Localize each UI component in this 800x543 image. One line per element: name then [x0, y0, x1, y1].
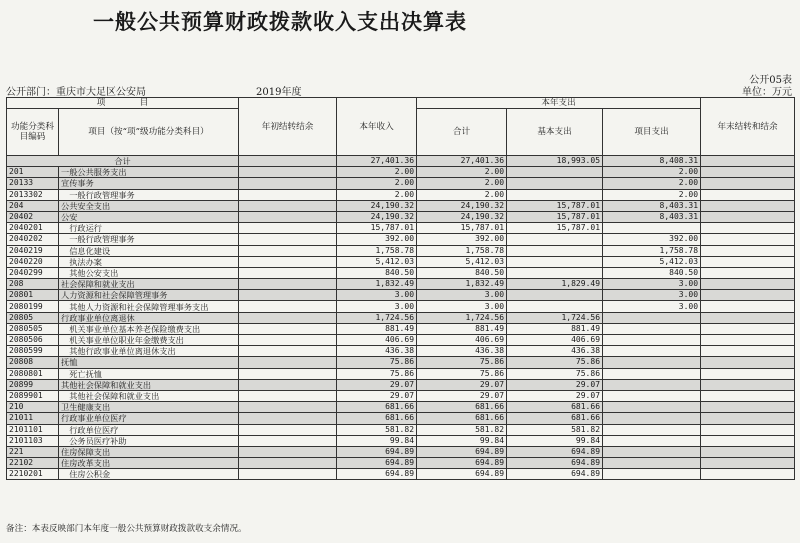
- basic-cell: 436.38: [507, 346, 603, 357]
- total-cell: 1,832.49: [417, 279, 507, 290]
- code-cell: 204: [7, 200, 59, 211]
- project-cell: 840.50: [603, 267, 701, 278]
- end-balance-cell: [701, 335, 795, 346]
- end-balance-cell: [701, 469, 795, 480]
- table-row: [7, 379, 795, 390]
- income-cell: 694.89: [337, 446, 417, 457]
- name-cell: 人力资源和社会保障管理事务: [59, 290, 239, 301]
- end-balance-cell: [701, 234, 795, 245]
- total-cell: 436.38: [417, 346, 507, 357]
- code-cell: 2101101: [7, 424, 59, 435]
- total-basic: 18,993.05: [507, 156, 603, 167]
- header-basic-expenditure: 基本支出: [507, 109, 603, 156]
- basic-cell: 75.86: [507, 368, 603, 379]
- total-cell: 75.86: [417, 368, 507, 379]
- income-cell: 24,190.32: [337, 211, 417, 222]
- total-cell: 99.84: [417, 435, 507, 446]
- table-row: [7, 402, 795, 413]
- end-balance-cell: [701, 368, 795, 379]
- total-label: 合计: [7, 156, 239, 167]
- project-cell: 8,403.31: [603, 211, 701, 222]
- end-balance-cell: [701, 346, 795, 357]
- end-balance-cell: [701, 357, 795, 368]
- project-cell: [603, 402, 701, 413]
- name-cell: 公共安全支出: [59, 200, 239, 211]
- code-cell: 20133: [7, 178, 59, 189]
- end-balance-cell: [701, 223, 795, 234]
- income-cell: 1,832.49: [337, 279, 417, 290]
- basic-cell: [507, 256, 603, 267]
- total-cell: 15,787.01: [417, 223, 507, 234]
- total-cell: 29.07: [417, 390, 507, 401]
- total-project: 8,408.31: [603, 156, 701, 167]
- begin-balance-cell: [239, 346, 337, 357]
- income-cell: 75.86: [337, 368, 417, 379]
- name-cell: 死亡抚恤: [59, 368, 239, 379]
- total-cell: 681.66: [417, 413, 507, 424]
- income-cell: 15,787.01: [337, 223, 417, 234]
- basic-cell: [507, 167, 603, 178]
- end-balance-cell: [701, 211, 795, 222]
- end-balance-cell: [701, 245, 795, 256]
- basic-cell: 694.89: [507, 469, 603, 480]
- code-cell: 2080599: [7, 346, 59, 357]
- code-cell: 20805: [7, 312, 59, 323]
- name-cell: 其他社会保障和就业支出: [59, 379, 239, 390]
- basic-cell: 15,787.01: [507, 223, 603, 234]
- income-cell: 3.00: [337, 290, 417, 301]
- total-cell: 2.00: [417, 167, 507, 178]
- income-cell: 2.00: [337, 167, 417, 178]
- end-balance-cell: [701, 312, 795, 323]
- table-row: [7, 167, 795, 178]
- total-income: 27,401.36: [337, 156, 417, 167]
- table-row: [7, 368, 795, 379]
- begin-balance-cell: [239, 290, 337, 301]
- begin-balance-cell: [239, 413, 337, 424]
- project-cell: [603, 390, 701, 401]
- project-cell: 1,758.78: [603, 245, 701, 256]
- page-title: 一般公共预算财政拨款收入支出决算表: [93, 9, 467, 34]
- end-balance-cell: [701, 167, 795, 178]
- code-cell: 2210201: [7, 469, 59, 480]
- table-row: [7, 267, 795, 278]
- begin-balance-cell: [239, 234, 337, 245]
- begin-balance-cell: [239, 390, 337, 401]
- header-project: 项 目: [7, 98, 239, 109]
- total-cell: 694.89: [417, 458, 507, 469]
- name-cell: 一般行政管理事务: [59, 189, 239, 200]
- end-balance-cell: [701, 267, 795, 278]
- project-cell: [603, 413, 701, 424]
- table-row: [7, 178, 795, 189]
- table-row: [7, 245, 795, 256]
- end-balance-cell: [701, 458, 795, 469]
- basic-cell: 29.07: [507, 390, 603, 401]
- total-cell: 406.69: [417, 335, 507, 346]
- table-row: [7, 335, 795, 346]
- code-cell: 2089901: [7, 390, 59, 401]
- name-cell: 住房公积金: [59, 469, 239, 480]
- begin-balance-cell: [239, 256, 337, 267]
- end-balance-cell: [701, 178, 795, 189]
- code-cell: 2080199: [7, 301, 59, 312]
- end-balance-cell: [701, 435, 795, 446]
- begin-balance-cell: [239, 178, 337, 189]
- project-cell: [603, 357, 701, 368]
- begin-balance-cell: [239, 368, 337, 379]
- begin-balance-cell: [239, 435, 337, 446]
- begin-balance-cell: [239, 402, 337, 413]
- basic-cell: 681.66: [507, 413, 603, 424]
- table-row: [7, 234, 795, 245]
- table-row: [7, 424, 795, 435]
- name-cell: 住房保障支出: [59, 446, 239, 457]
- begin-balance-cell: [239, 357, 337, 368]
- total-cell: 392.00: [417, 234, 507, 245]
- total-begin: [239, 156, 337, 167]
- total-expenditure: 27,401.36: [417, 156, 507, 167]
- header-end-balance: 年末结转和结余: [701, 98, 795, 156]
- name-cell: 一般公共服务支出: [59, 167, 239, 178]
- total-cell: 840.50: [417, 267, 507, 278]
- income-cell: 29.07: [337, 379, 417, 390]
- end-balance-cell: [701, 424, 795, 435]
- income-cell: 2.00: [337, 178, 417, 189]
- income-cell: 99.84: [337, 435, 417, 446]
- project-cell: 3.00: [603, 290, 701, 301]
- name-cell: 信息化建设: [59, 245, 239, 256]
- code-cell: 221: [7, 446, 59, 457]
- table-row: [7, 279, 795, 290]
- end-balance-cell: [701, 279, 795, 290]
- table-row: [7, 357, 795, 368]
- name-cell: 其他社会保障和就业支出: [59, 390, 239, 401]
- code-cell: 20899: [7, 379, 59, 390]
- begin-balance-cell: [239, 200, 337, 211]
- income-cell: 3.00: [337, 301, 417, 312]
- end-balance-cell: [701, 189, 795, 200]
- basic-cell: 75.86: [507, 357, 603, 368]
- header-project-name: 项目（按“项”级功能分类科目）: [59, 109, 239, 156]
- code-cell: 2080505: [7, 323, 59, 334]
- form-code-label: 公开05表: [749, 75, 792, 86]
- code-cell: 2040220: [7, 256, 59, 267]
- begin-balance-cell: [239, 167, 337, 178]
- name-cell: 执法办案: [59, 256, 239, 267]
- total-cell: 881.49: [417, 323, 507, 334]
- begin-balance-cell: [239, 312, 337, 323]
- code-cell: 2080506: [7, 335, 59, 346]
- project-cell: 2.00: [603, 189, 701, 200]
- project-cell: 2.00: [603, 178, 701, 189]
- basic-cell: 406.69: [507, 335, 603, 346]
- begin-balance-cell: [239, 245, 337, 256]
- basic-cell: 1,829.49: [507, 279, 603, 290]
- name-cell: 公务员医疗补助: [59, 435, 239, 446]
- table-row: [7, 390, 795, 401]
- end-balance-cell: [701, 290, 795, 301]
- project-cell: [603, 469, 701, 480]
- code-cell: 2040202: [7, 234, 59, 245]
- code-cell: 2040201: [7, 223, 59, 234]
- begin-balance-cell: [239, 279, 337, 290]
- end-balance-cell: [701, 200, 795, 211]
- income-cell: 1,758.78: [337, 245, 417, 256]
- total-cell: 581.82: [417, 424, 507, 435]
- total-cell: 1,758.78: [417, 245, 507, 256]
- basic-cell: [507, 267, 603, 278]
- income-cell: 24,190.32: [337, 200, 417, 211]
- total-cell: 5,412.03: [417, 256, 507, 267]
- end-balance-cell: [701, 390, 795, 401]
- code-cell: 21011: [7, 413, 59, 424]
- income-cell: 681.66: [337, 413, 417, 424]
- header-income: 本年收入: [337, 98, 417, 156]
- end-balance-cell: [701, 256, 795, 267]
- begin-balance-cell: [239, 189, 337, 200]
- code-cell: 2101103: [7, 435, 59, 446]
- name-cell: 住房改革支出: [59, 458, 239, 469]
- name-cell: 社会保障和就业支出: [59, 279, 239, 290]
- project-cell: [603, 379, 701, 390]
- table-row: [7, 435, 795, 446]
- project-cell: 3.00: [603, 301, 701, 312]
- income-cell: 581.82: [337, 424, 417, 435]
- name-cell: 一般行政管理事务: [59, 234, 239, 245]
- end-balance-cell: [701, 446, 795, 457]
- code-cell: 22102: [7, 458, 59, 469]
- unit-label: 单位：万元: [742, 87, 792, 98]
- table-row: [7, 312, 795, 323]
- total-cell: 3.00: [417, 301, 507, 312]
- header-project-expenditure: 项目支出: [603, 109, 701, 156]
- header-begin-balance: 年初结转结余: [239, 98, 337, 156]
- project-cell: [603, 424, 701, 435]
- income-cell: 406.69: [337, 335, 417, 346]
- total-cell: 24,190.32: [417, 200, 507, 211]
- table-row: [7, 301, 795, 312]
- code-cell: 201: [7, 167, 59, 178]
- begin-balance-cell: [239, 335, 337, 346]
- footnote: 备注：本表反映部门本年度一般公共预算财政拨款收支余情况。: [6, 524, 247, 534]
- name-cell: 宣传事务: [59, 178, 239, 189]
- project-cell: [603, 323, 701, 334]
- project-cell: [603, 435, 701, 446]
- code-cell: 20801: [7, 290, 59, 301]
- begin-balance-cell: [239, 469, 337, 480]
- name-cell: 行政单位医疗: [59, 424, 239, 435]
- name-cell: 行政事业单位医疗: [59, 413, 239, 424]
- table-row: [7, 223, 795, 234]
- begin-balance-cell: [239, 379, 337, 390]
- name-cell: 抚恤: [59, 357, 239, 368]
- name-cell: 其他行政事业单位离退休支出: [59, 346, 239, 357]
- table-row: [7, 469, 795, 480]
- end-balance-cell: [701, 301, 795, 312]
- name-cell: 公安: [59, 211, 239, 222]
- basic-cell: [507, 301, 603, 312]
- table-row: [7, 446, 795, 457]
- project-cell: 2.00: [603, 167, 701, 178]
- header-current-year-expenditure: 本年支出: [417, 98, 701, 109]
- total-cell: 75.86: [417, 357, 507, 368]
- budget-table: [6, 97, 795, 480]
- begin-balance-cell: [239, 223, 337, 234]
- begin-balance-cell: [239, 301, 337, 312]
- total-cell: 29.07: [417, 379, 507, 390]
- income-cell: 29.07: [337, 390, 417, 401]
- income-cell: 75.86: [337, 357, 417, 368]
- table-row: [7, 290, 795, 301]
- income-cell: 5,412.03: [337, 256, 417, 267]
- total-cell: 681.66: [417, 402, 507, 413]
- basic-cell: [507, 189, 603, 200]
- year-label: 2019年度: [256, 87, 302, 98]
- table-row: [7, 346, 795, 357]
- code-cell: 20808: [7, 357, 59, 368]
- table-row: [7, 323, 795, 334]
- basic-cell: [507, 234, 603, 245]
- basic-cell: 29.07: [507, 379, 603, 390]
- basic-cell: 581.82: [507, 424, 603, 435]
- project-cell: [603, 312, 701, 323]
- end-balance-cell: [701, 379, 795, 390]
- total-cell: 24,190.32: [417, 211, 507, 222]
- begin-balance-cell: [239, 267, 337, 278]
- code-cell: 2080801: [7, 368, 59, 379]
- code-cell: 2040219: [7, 245, 59, 256]
- code-cell: 2040299: [7, 267, 59, 278]
- table-row: [7, 458, 795, 469]
- total-row: [7, 156, 795, 167]
- income-cell: 436.38: [337, 346, 417, 357]
- department-label: 公开部门：重庆市大足区公安局: [6, 87, 146, 98]
- project-cell: [603, 446, 701, 457]
- total-cell: 2.00: [417, 189, 507, 200]
- income-cell: 840.50: [337, 267, 417, 278]
- project-cell: [603, 223, 701, 234]
- end-balance-cell: [701, 323, 795, 334]
- income-cell: 881.49: [337, 323, 417, 334]
- begin-balance-cell: [239, 446, 337, 457]
- name-cell: 其他人力资源和社会保障管理事务支出: [59, 301, 239, 312]
- income-cell: 392.00: [337, 234, 417, 245]
- begin-balance-cell: [239, 211, 337, 222]
- basic-cell: 99.84: [507, 435, 603, 446]
- total-cell: 694.89: [417, 469, 507, 480]
- basic-cell: 881.49: [507, 323, 603, 334]
- basic-cell: 694.89: [507, 458, 603, 469]
- code-cell: 210: [7, 402, 59, 413]
- name-cell: 卫生健康支出: [59, 402, 239, 413]
- income-cell: 694.89: [337, 469, 417, 480]
- income-cell: 1,724.56: [337, 312, 417, 323]
- name-cell: 机关事业单位基本养老保险缴费支出: [59, 323, 239, 334]
- code-cell: 2013302: [7, 189, 59, 200]
- project-cell: [603, 335, 701, 346]
- project-cell: 8,403.31: [603, 200, 701, 211]
- begin-balance-cell: [239, 323, 337, 334]
- total-end: [701, 156, 795, 167]
- project-cell: [603, 458, 701, 469]
- project-cell: 3.00: [603, 279, 701, 290]
- income-cell: 2.00: [337, 189, 417, 200]
- table-row: [7, 189, 795, 200]
- end-balance-cell: [701, 402, 795, 413]
- income-cell: 681.66: [337, 402, 417, 413]
- basic-cell: 15,787.01: [507, 200, 603, 211]
- basic-cell: 1,724.56: [507, 312, 603, 323]
- project-cell: [603, 346, 701, 357]
- total-cell: 2.00: [417, 178, 507, 189]
- table-row: [7, 200, 795, 211]
- basic-cell: 694.89: [507, 446, 603, 457]
- meta-row: [6, 75, 792, 98]
- header-func-code: 功能分类科目编码: [7, 109, 59, 156]
- begin-balance-cell: [239, 424, 337, 435]
- project-cell: 5,412.03: [603, 256, 701, 267]
- basic-cell: [507, 245, 603, 256]
- basic-cell: [507, 178, 603, 189]
- name-cell: 行政事业单位离退休: [59, 312, 239, 323]
- code-cell: 208: [7, 279, 59, 290]
- begin-balance-cell: [239, 458, 337, 469]
- name-cell: 行政运行: [59, 223, 239, 234]
- project-cell: [603, 368, 701, 379]
- total-cell: 1,724.56: [417, 312, 507, 323]
- code-cell: 20402: [7, 211, 59, 222]
- table-row: [7, 413, 795, 424]
- basic-cell: [507, 290, 603, 301]
- total-cell: 694.89: [417, 446, 507, 457]
- project-cell: 392.00: [603, 234, 701, 245]
- end-balance-cell: [701, 413, 795, 424]
- basic-cell: 15,787.01: [507, 211, 603, 222]
- total-cell: 3.00: [417, 290, 507, 301]
- header-total: 合计: [417, 109, 507, 156]
- name-cell: 机关事业单位职业年金缴费支出: [59, 335, 239, 346]
- name-cell: 其他公安支出: [59, 267, 239, 278]
- table-row: [7, 256, 795, 267]
- basic-cell: 681.66: [507, 402, 603, 413]
- income-cell: 694.89: [337, 458, 417, 469]
- table-row: [7, 211, 795, 222]
